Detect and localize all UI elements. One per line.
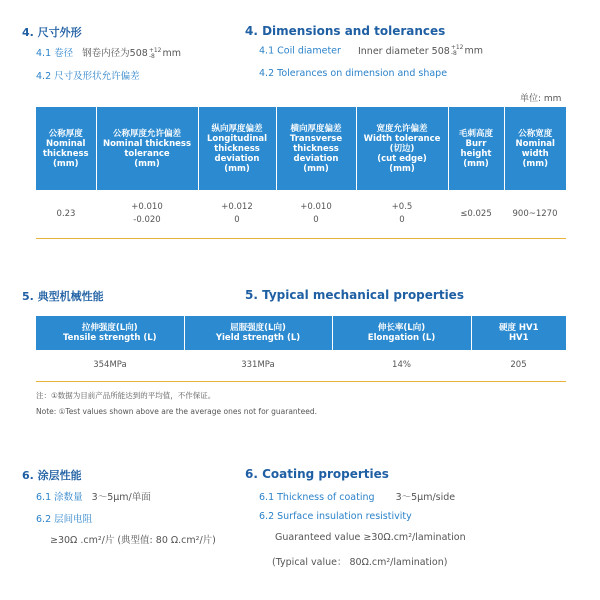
dimensions-data-row <box>36 190 566 238</box>
header-nominal-thickness: 公称厚度 Nominal thickness (mm) <box>36 107 96 190</box>
en-coil-tol-up: +12 <box>450 44 464 51</box>
en-resistivity-label: 6.2 Surface insulation resistivity <box>259 511 412 522</box>
header-yield-strength: 屈服强度(L向) Yield strength (L) <box>184 316 332 350</box>
mechanical-data-row <box>36 350 566 380</box>
header-elongation: 伸长率(L向) Elongation (L) <box>332 316 471 350</box>
section4-cn-title: 4. 尺寸外形 <box>22 26 82 39</box>
header-hardness: 硬度 HV1 HV1 <box>471 316 566 350</box>
en-resistivity-guaranteed: Guaranteed value ≥30Ω.cm²/lamination <box>275 532 466 543</box>
cell-burr-height: ≤0.025 <box>460 208 492 219</box>
header-burr-height: 毛刺高度 Burr height (mm) <box>448 107 504 190</box>
mechanical-table-rule <box>36 381 566 382</box>
dimensions-header-row <box>36 107 566 190</box>
cell-nominal-thickness: 0.23 <box>56 208 76 219</box>
cell-width-tolerance: +0.5 0 <box>391 202 413 225</box>
cell-nominal-width: 900~1270 <box>512 208 558 219</box>
en-coating-thickness-label: 6.1 Thickness of coating <box>259 492 375 503</box>
cell-tensile-strength: 354MPa <box>93 359 127 370</box>
cell-longitudinal-deviation: +0.012 0 <box>221 202 253 225</box>
cn-coil-diameter-line <box>36 45 181 60</box>
cn-coil-tol-down: -8 <box>148 52 155 60</box>
section6-en-title: 6. Coating properties <box>245 467 389 481</box>
header-thickness-tolerance: 公称厚度允许偏差 Nominal thickness tolerance (mm) <box>96 107 198 190</box>
section5-cn-title: 5. 典型机械性能 <box>22 290 104 303</box>
en-coil-diameter-text: Inner diameter 508 <box>357 45 450 57</box>
header-nominal-width: 公称宽度 Nominal width (mm) <box>504 107 566 190</box>
en-shape-tolerance-label: 4.2 Tolerances on dimension and shape <box>259 68 448 79</box>
cn-shape-tolerance-label: 4.2 尺寸及形状允许偏差 <box>36 71 140 82</box>
en-coil-diameter-label: 4.1 Coil diameter <box>259 45 341 57</box>
note-en: Note: ①Test values shown above are the average ones not for guaranteed. <box>36 407 317 416</box>
cn-coil-tol-up: +12 <box>148 46 162 54</box>
header-longitudinal-deviation: 纵向厚度偏差 Longitudinal thickness deviation (mm) <box>198 107 276 190</box>
cn-coil-diameter-label: 4.1 卷径 <box>36 48 74 59</box>
en-coil-diameter-line <box>259 45 483 57</box>
cell-yield-strength: 331MPa <box>241 359 275 370</box>
en-coating-thickness-value: 3～5μm/side <box>395 492 456 503</box>
cn-coating-thickness-label: 6.1 涂数量 <box>36 492 83 503</box>
header-width-tolerance: 宽度允许偏差 Width tolerance (切边) (cut edge) (mm) <box>356 107 448 190</box>
cn-resistivity-value: ≥30Ω .cm²/片 (典型值: 80 Ω.cm²/片) <box>50 535 216 546</box>
unit-label: 单位: mm <box>520 94 562 104</box>
en-coating-thickness-line <box>259 489 455 503</box>
note-cn: 注：①数据为目前产品所能达到的平均值，不作保证。 <box>36 391 216 400</box>
en-resistivity-typical: (Typical value： 80Ω.cm²/lamination) <box>272 557 448 568</box>
en-coil-unit: mm <box>464 45 483 57</box>
mechanical-header-row <box>36 316 566 350</box>
section5-en-title: 5. Typical mechanical properties <box>245 288 464 302</box>
cn-coil-diameter-text: 钢卷内径为508 <box>82 48 148 59</box>
cell-hardness: 205 <box>510 359 527 370</box>
header-tensile-strength: 拉伸强度(L向) Tensile strength (L) <box>36 316 184 350</box>
cn-coating-thickness-line <box>36 489 151 503</box>
dimensions-table-rule <box>36 238 566 239</box>
en-coil-tolerance <box>451 45 464 57</box>
cn-coil-unit: mm <box>162 48 181 59</box>
dimensions-table <box>36 107 566 238</box>
cn-coil-tolerance <box>149 48 162 60</box>
cell-transverse-deviation: +0.010 0 <box>300 202 332 225</box>
section6-cn-title: 6. 涂层性能 <box>22 469 82 482</box>
mechanical-table <box>36 316 566 380</box>
section4-en-title: 4. Dimensions and tolerances <box>245 24 446 38</box>
cn-coating-thickness-value: 3～5μm/单面 <box>91 492 151 503</box>
cn-resistivity-label: 6.2 层间电阻 <box>36 514 93 525</box>
en-coil-tol-down: -8 <box>450 50 457 57</box>
header-transverse-deviation: 横向厚度偏差 Transverse thickness deviation (mm) <box>276 107 356 190</box>
cell-thickness-tolerance: +0.010 -0.020 <box>131 202 163 225</box>
cell-elongation: 14% <box>392 359 411 370</box>
